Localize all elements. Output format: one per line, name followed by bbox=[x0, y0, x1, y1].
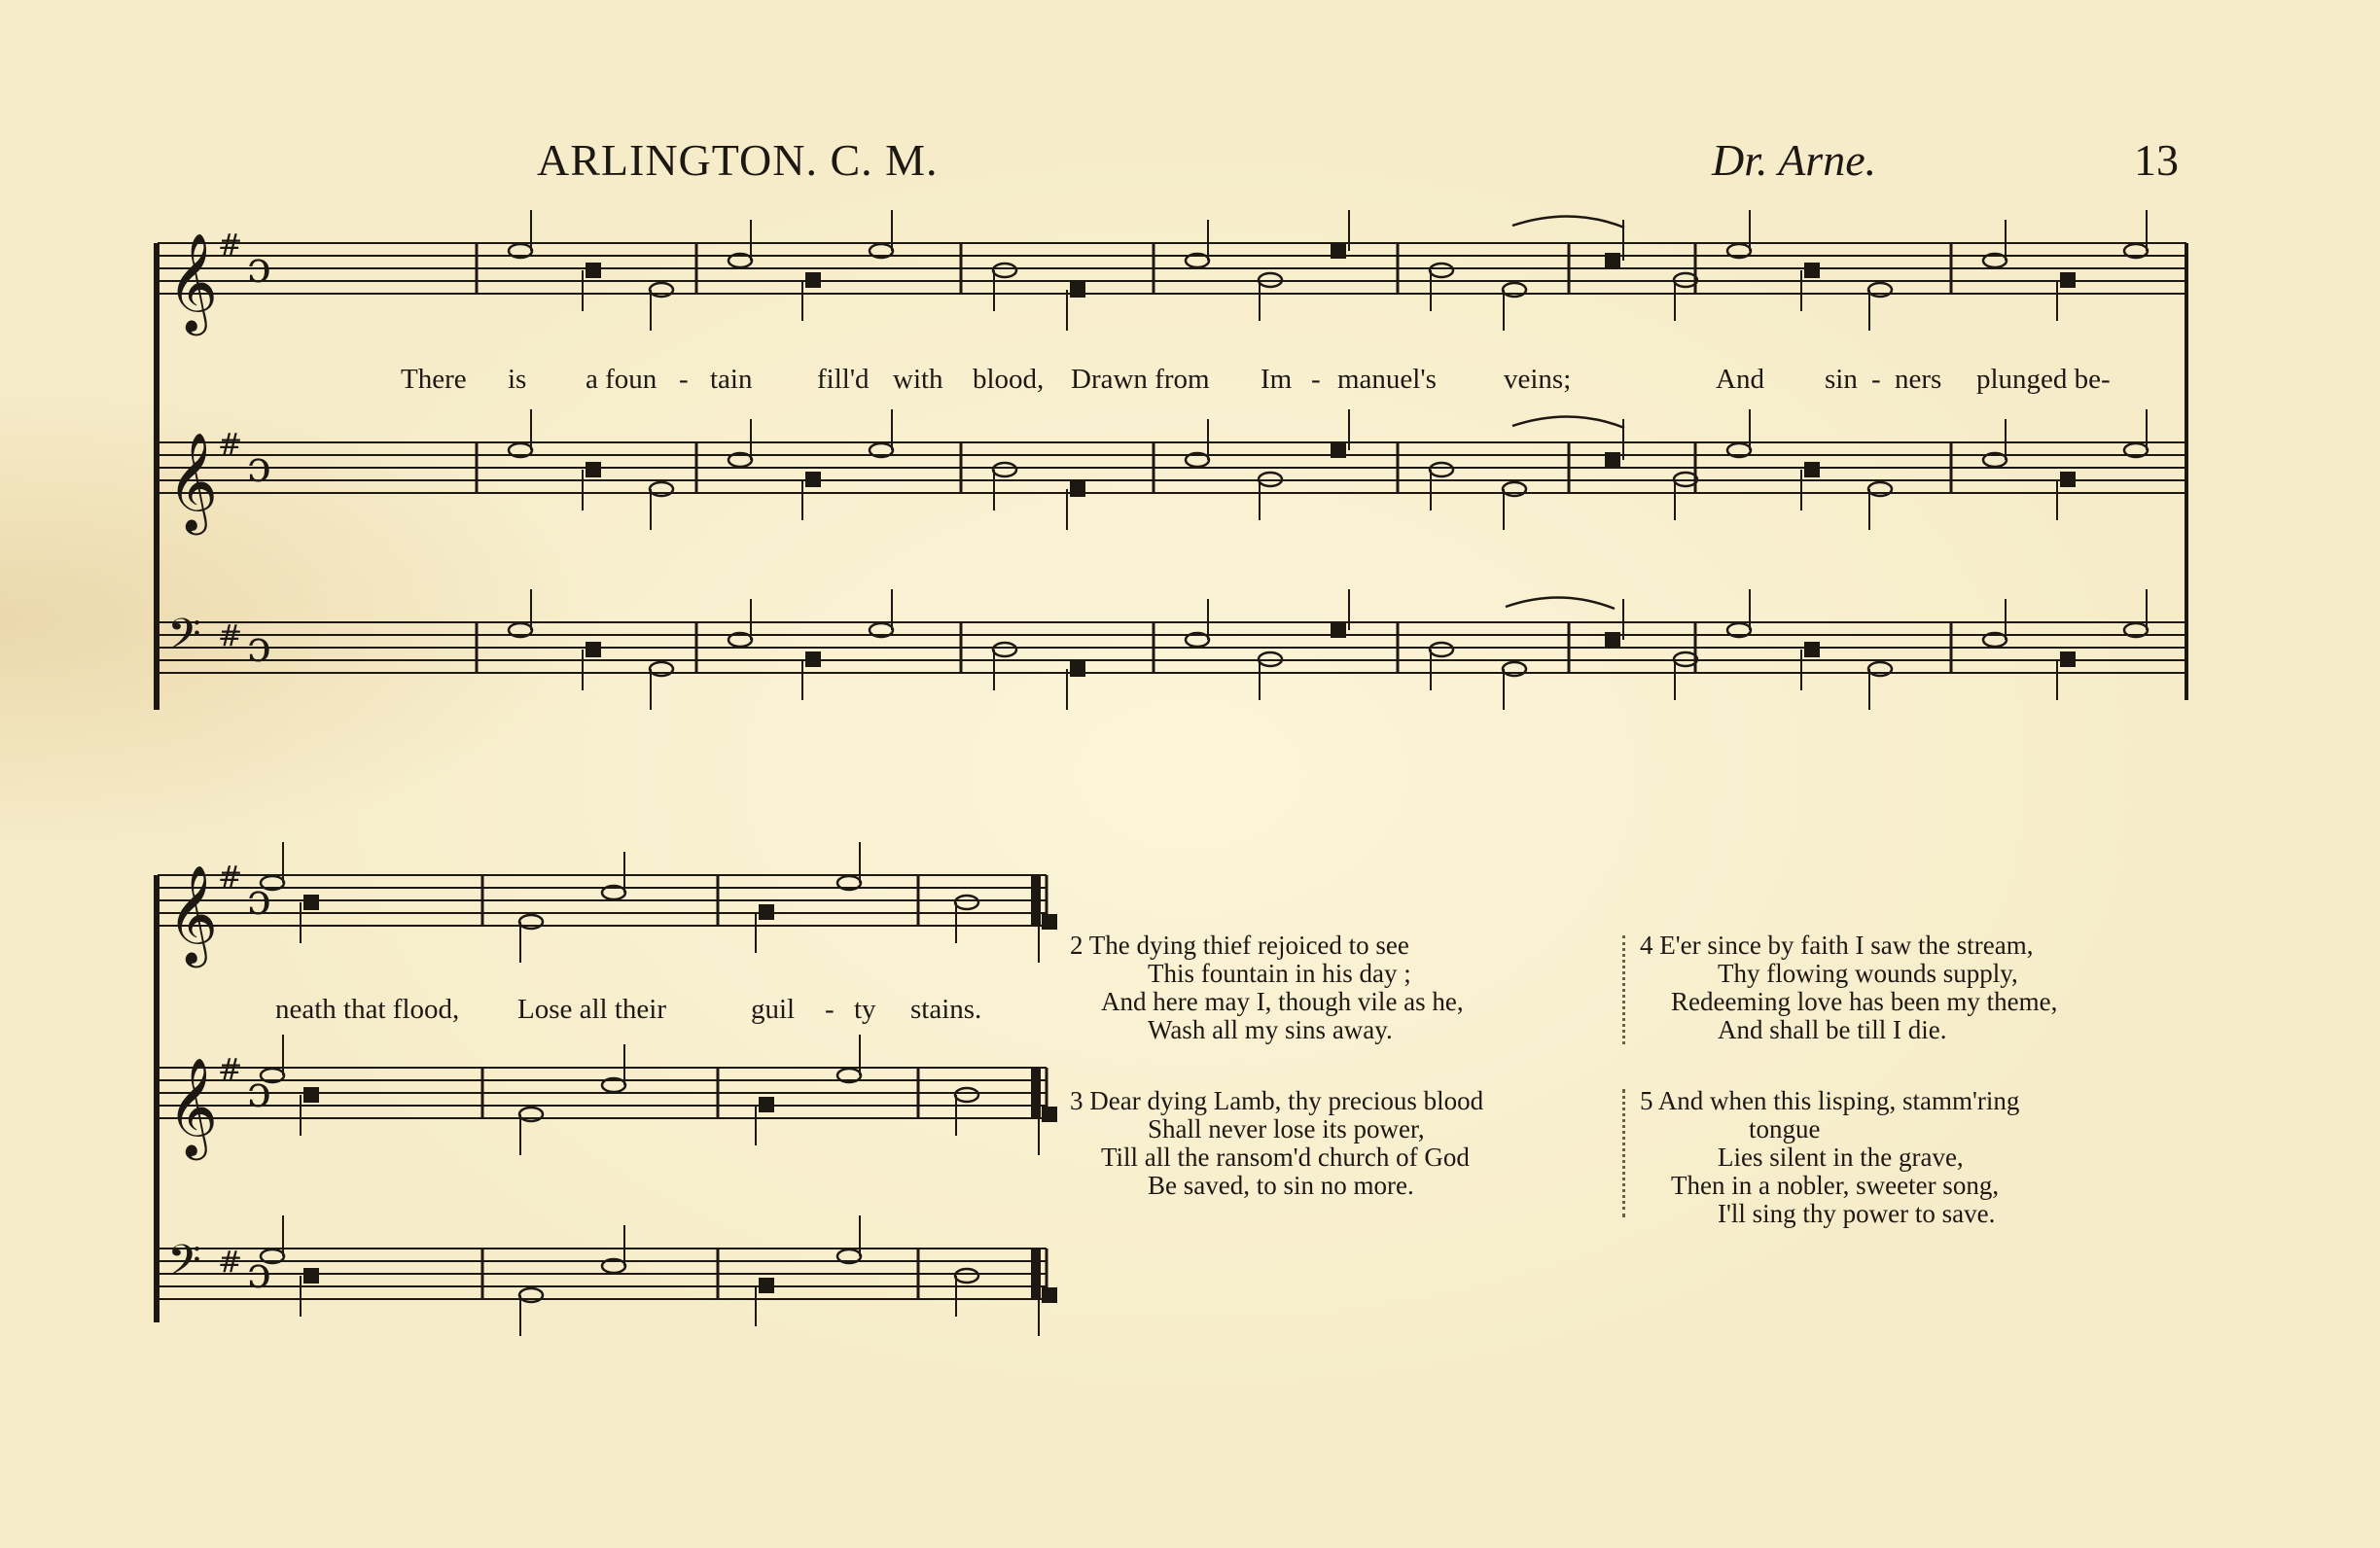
key-sharp: # bbox=[218, 428, 243, 462]
note-head bbox=[1804, 642, 1820, 657]
note-head bbox=[805, 472, 821, 487]
verse-2 bbox=[1070, 932, 1464, 1044]
note-head bbox=[2060, 272, 2076, 288]
verse-line: And shall be till I die. bbox=[1718, 1015, 1947, 1044]
lyric-word: Drawn from bbox=[1071, 364, 1210, 395]
verse-line: E'er since by faith I saw the stream, bbox=[1659, 931, 2034, 960]
verse-line: Dear dying Lamb, thy precious blood bbox=[1089, 1086, 1484, 1115]
lyric-word: plunged be- bbox=[1976, 364, 2111, 395]
treble-clef: 𝄞 bbox=[167, 863, 219, 964]
lyric-word: ty bbox=[854, 994, 876, 1025]
page-number: 13 bbox=[2134, 135, 2179, 185]
lyric-word: There bbox=[401, 364, 467, 395]
verse-3 bbox=[1070, 1087, 1483, 1200]
verse-line: Be saved, to sin no more. bbox=[1148, 1171, 1414, 1200]
lyric-word: stains. bbox=[910, 994, 982, 1025]
final-bar bbox=[1031, 1249, 1041, 1299]
lyric-word: And bbox=[1716, 364, 1764, 395]
note-head bbox=[993, 463, 1016, 476]
note-head bbox=[759, 1097, 774, 1112]
treble-clef: 𝄞 bbox=[167, 231, 219, 332]
verse-line: The dying thief rejoiced to see bbox=[1088, 931, 1409, 960]
note-head bbox=[1605, 452, 1620, 468]
final-bar bbox=[1031, 1068, 1041, 1118]
key-sharp: # bbox=[218, 861, 243, 895]
lyric-word: with bbox=[893, 364, 943, 395]
verse-number: 2 bbox=[1070, 931, 1083, 960]
note-head bbox=[586, 462, 601, 477]
time-signature: ɔ bbox=[247, 875, 271, 925]
note-head bbox=[1070, 282, 1085, 298]
lyric-word: is bbox=[508, 364, 527, 395]
lyric-word: guil bbox=[751, 994, 796, 1025]
verse-line: This fountain in his day ; bbox=[1148, 959, 1411, 988]
verse-5 bbox=[1640, 1087, 2019, 1228]
lyric-word: tain bbox=[710, 364, 753, 395]
slur bbox=[1512, 416, 1624, 428]
note-head bbox=[805, 651, 821, 667]
verse-line: tongue bbox=[1749, 1114, 1821, 1143]
end-bar bbox=[2185, 243, 2188, 700]
lyric-word: fill'd bbox=[817, 364, 870, 395]
key-sharp: # bbox=[218, 1053, 243, 1087]
key-sharp: # bbox=[218, 619, 243, 653]
note-head bbox=[1605, 253, 1620, 268]
bass-clef: 𝄢 bbox=[167, 1235, 201, 1296]
lyric-word: sin bbox=[1825, 364, 1858, 395]
lyric-word: veins; bbox=[1504, 364, 1572, 395]
time-signature: ɔ bbox=[247, 1249, 271, 1298]
note-head bbox=[993, 264, 1016, 277]
note-head bbox=[1430, 643, 1453, 656]
lyric-word: - bbox=[1871, 364, 1881, 395]
slur bbox=[1506, 597, 1615, 609]
key-sharp: # bbox=[218, 229, 243, 263]
treble-clef: 𝄞 bbox=[167, 431, 219, 531]
verse-line: Shall never lose its power, bbox=[1148, 1114, 1425, 1143]
note-head bbox=[2060, 651, 2076, 667]
time-signature: ɔ bbox=[247, 622, 271, 672]
note-head bbox=[1042, 1287, 1057, 1303]
note-head bbox=[586, 642, 601, 657]
note-head bbox=[1331, 442, 1346, 458]
verse-divider bbox=[1622, 1089, 1625, 1217]
time-signature: ɔ bbox=[247, 442, 271, 492]
lyric-word: a foun bbox=[586, 364, 657, 395]
lyric-word: - bbox=[825, 994, 835, 1025]
note-head bbox=[1042, 914, 1057, 930]
lyric-word: - bbox=[679, 364, 689, 395]
treble-clef: 𝄞 bbox=[167, 1056, 219, 1156]
lyric-word: ners bbox=[1895, 364, 1942, 395]
lyric-word: - bbox=[1311, 364, 1321, 395]
bass-clef: 𝄢 bbox=[167, 609, 201, 670]
note-head bbox=[805, 272, 821, 288]
lyric-word: manuel's bbox=[1337, 364, 1437, 395]
note-head bbox=[955, 1269, 978, 1283]
note-head bbox=[1070, 661, 1085, 677]
system-bracket bbox=[154, 243, 160, 710]
composer-name: Dr. Arne. bbox=[1712, 135, 1877, 185]
verse-line: Redeeming love has been my theme, bbox=[1671, 987, 2058, 1016]
note-head bbox=[1605, 632, 1620, 648]
note-head bbox=[1331, 622, 1346, 638]
note-head bbox=[303, 1087, 319, 1103]
note-head bbox=[993, 643, 1016, 656]
verse-line: Then in a nobler, sweeter song, bbox=[1671, 1171, 2000, 1200]
verse-divider bbox=[1622, 935, 1625, 1044]
verse-line: I'll sing thy power to save. bbox=[1718, 1199, 1996, 1228]
system-bracket bbox=[154, 875, 160, 1322]
key-sharp: # bbox=[218, 1246, 243, 1280]
lyric-word: neath that flood, bbox=[275, 994, 460, 1025]
verse-number: 3 bbox=[1070, 1086, 1083, 1115]
verse-line: Thy flowing wounds supply, bbox=[1718, 959, 2018, 988]
note-head bbox=[955, 1088, 978, 1102]
verse-number: 5 bbox=[1640, 1086, 1653, 1115]
note-head bbox=[955, 896, 978, 909]
note-head bbox=[1430, 264, 1453, 277]
lyric-word: Im bbox=[1261, 364, 1293, 395]
note-head bbox=[1804, 462, 1820, 477]
note-head bbox=[303, 895, 319, 910]
lyric-word: blood, bbox=[973, 364, 1045, 395]
note-head bbox=[759, 904, 774, 920]
verse-line: Till all the ransom'd church of God bbox=[1101, 1143, 1470, 1172]
verse-line: Wash all my sins away. bbox=[1148, 1015, 1393, 1044]
note-head bbox=[1430, 463, 1453, 476]
note-head bbox=[1804, 263, 1820, 278]
verse-line: Lies silent in the grave, bbox=[1718, 1143, 1964, 1172]
note-head bbox=[1070, 481, 1085, 497]
hymn-title: ARLINGTON. C. M. bbox=[537, 135, 939, 185]
verse-line: And here may I, though vile as he, bbox=[1101, 987, 1464, 1016]
note-head bbox=[303, 1268, 319, 1284]
verse-4 bbox=[1640, 932, 2057, 1044]
time-signature: ɔ bbox=[247, 1068, 271, 1117]
note-head bbox=[2060, 472, 2076, 487]
final-bar bbox=[1031, 875, 1041, 926]
note-head bbox=[1042, 1107, 1057, 1122]
note-head bbox=[1331, 243, 1346, 259]
note-head bbox=[586, 263, 601, 278]
verse-number: 4 bbox=[1640, 931, 1653, 960]
note-head bbox=[759, 1278, 774, 1293]
lyric-word: Lose all their bbox=[517, 994, 667, 1025]
verse-line: And when this lisping, stamm'ring bbox=[1657, 1086, 2020, 1115]
slur bbox=[1512, 216, 1624, 228]
time-signature: ɔ bbox=[247, 243, 271, 293]
